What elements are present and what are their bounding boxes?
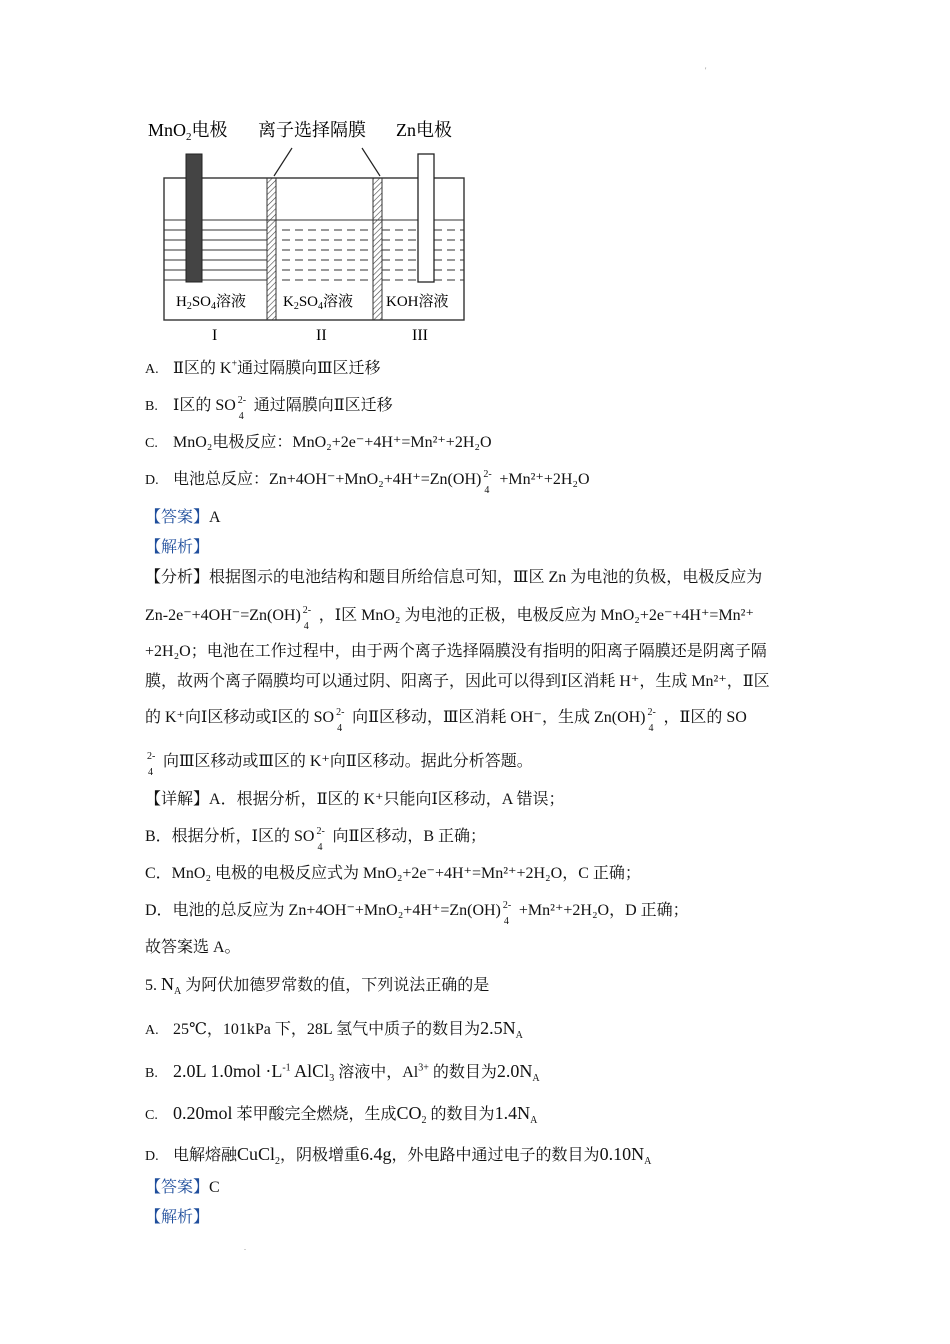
q4-fx-line-4: 膜，故两个离子隔膜均可以通过阴、阳离子，因此可以得到Ⅰ区消耗 H⁺，生成 Mn²⁺，Ⅱ区 [145, 673, 770, 690]
q5-option-c: C. 0.20mol 苯甲酸完全燃烧，生成$CO_2$ 的数目为$1.4N_A$ [145, 1103, 538, 1127]
solution-k2so4: $K_2SO_4$溶液 [283, 294, 354, 312]
label-zn-electrode: Zn电极 [396, 120, 452, 140]
q4-option-b: B. Ⅰ区的 SO 2- 4 通过隔膜向Ⅱ区迁移 [145, 395, 393, 423]
solution-koh: KOH溶液 [386, 294, 449, 310]
region-label-2: II [316, 327, 327, 344]
solution-h2so4: $H_2SO_4$溶液 [176, 294, 247, 312]
q4-answer: 【答案】A [145, 509, 221, 526]
q4-xj-line-2: B．根据分析，Ⅰ区的 SO 2- 4 向Ⅱ区移动，B 正确； [145, 826, 487, 854]
scan-mark-bottom: . [244, 1243, 246, 1252]
q4-analysis-heading: 【解析】 [145, 539, 210, 556]
region-label-3: III [412, 327, 428, 344]
scan-mark: ' [705, 66, 707, 75]
q4-fx-line-5: 的 K⁺向Ⅰ区移动或Ⅰ区的 SO 2- 4 向Ⅱ区移动，Ⅲ区消耗 OH⁻，生成 Zn(OH) 2- 4 ，Ⅱ区的 SO [145, 707, 747, 735]
q4-option-c: C. MnO₂电极反应：MnO₂+2e⁻+4H⁺=Mn²⁺+2H₂O [145, 434, 492, 451]
q4-option-d: D. 电池总反应：Zn+4OH⁻+MnO₂+4H⁺=Zn(OH) 2- 4 +Mn²⁺+2H₂O [145, 469, 590, 497]
q4-xj-line-1: 【详解】A．根据分析，Ⅱ区的 K⁺只能向Ⅰ区移动，A 错误； [145, 791, 565, 808]
q5-stem: 5. $N_A$ 为阿伏加德罗常数的值，下列说法正确的是 [145, 974, 490, 998]
label-membrane: 离子选择隔膜 [258, 120, 366, 140]
mno2-electrode [186, 154, 202, 282]
q5-answer: 【答案】C [145, 1179, 220, 1196]
battery-diagram [140, 112, 480, 352]
membrane-right [373, 178, 382, 320]
q4-fx-line-1: 【分析】根据图示的电池结构和题目所给信息可知，Ⅲ区 Zn 为电池的负极，电极反应为 [145, 569, 763, 586]
q4-fx-line-2: Zn-2e⁻+4OH⁻=Zn(OH) 2- 4 ，Ⅰ区 MnO₂ 为电池的正极，电极反应为 MnO₂+2e⁻+4H⁺=Mn²⁺ [145, 605, 754, 633]
q5-option-a: A. 25℃，101kPa 下，28L 氢气中质子的数目为$2.5N_A$ [145, 1018, 523, 1042]
q5-option-d: D. 电解熔融CuCl$_2$，阴极增重6.4g，外电路中通过电子的数目为$0.10N_A$ [145, 1144, 652, 1168]
q4-option-a: A. Ⅱ区的 K+通过隔膜向Ⅲ区迁移 [145, 358, 381, 377]
membrane-left [267, 178, 276, 320]
q5-analysis-heading: 【解析】 [145, 1209, 210, 1226]
q4-xj-line-4: D．电池的总反应为 Zn+4OH⁻+MnO₂+4H⁺=Zn(OH) 2- 4 +Mn²⁺+2H₂O，D 正确； [145, 900, 689, 928]
region-label-1: I [212, 327, 218, 344]
q4-fx-line-6: 2- 4 向Ⅲ区移动或Ⅲ区的 K⁺向Ⅱ区移动。据此分析答题。 [147, 751, 533, 779]
q4-xj-line-3: C．MnO₂ 电极的电极反应式为 MnO₂+2e⁻+4H⁺=Mn²⁺+2H₂O，C 正确； [145, 865, 641, 882]
q5-option-b: B. 2.0L $1.0mol \cdot L^{-1}$ AlCl$_3$ 溶液中，$Al^{3+}$ 的数目为$2.0N_A$ [145, 1061, 540, 1085]
q4-conclusion: 故答案选 A。 [145, 939, 241, 956]
q4-fx-line-3: +2H₂O；电池在工作过程中，由于两个离子选择隔膜没有指明的阳离子隔膜还是阴离子隔 [145, 643, 767, 660]
label-mno2-electrode: MnO$_2$电极 [148, 120, 228, 143]
zn-electrode [418, 154, 434, 282]
